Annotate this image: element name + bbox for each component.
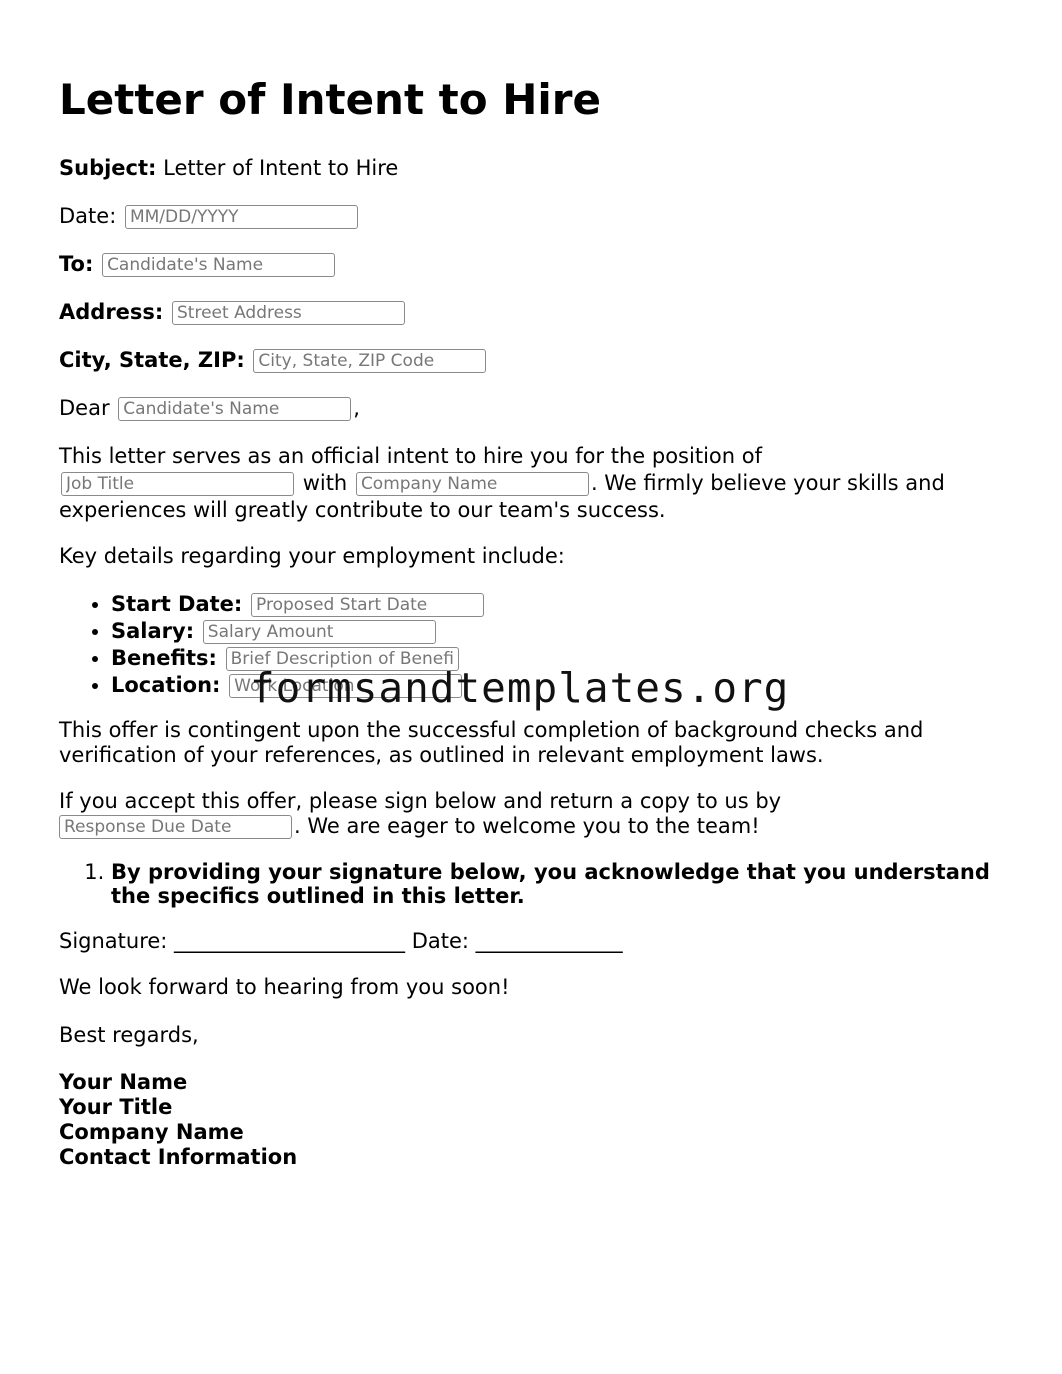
benefits-field[interactable]: [226, 647, 459, 671]
start-date-field[interactable]: [251, 593, 484, 617]
closing-your-name: Your Name: [59, 1070, 188, 1094]
look-forward-text: We look forward to hearing from you soon!: [59, 975, 510, 999]
signature-line: Signature: ______________________ Date: ______________: [59, 929, 623, 953]
salary-label: Salary:: [111, 619, 195, 643]
subject-label: Subject:: [59, 156, 157, 180]
to-label: To:: [59, 252, 94, 276]
list-item: [111, 860, 999, 908]
closing-block: [59, 1070, 999, 1170]
date-field[interactable]: [125, 205, 358, 229]
subject-line: [59, 155, 999, 181]
intro-text-3: . We firmly believe your skills and experiences will greatly contribute to our team's success.: [59, 471, 945, 522]
start-date-label: Start Date:: [111, 592, 243, 616]
salutation-comma: ,: [353, 396, 360, 420]
response-due-date-field[interactable]: [59, 815, 292, 839]
date-label: Date:: [59, 204, 117, 228]
candidate-name-field[interactable]: [102, 253, 335, 277]
company-name-field[interactable]: [356, 472, 589, 496]
contingency-paragraph: This offer is contingent upon the successful completion of background checks and verification of your references, as outlined in relevant employment laws.: [59, 718, 924, 767]
subject-value: Letter of Intent to Hire: [163, 156, 399, 180]
list-item: [111, 645, 999, 672]
watermark: formsandtemplates.org: [250, 664, 790, 712]
closing-company-name: Company Name: [59, 1120, 244, 1144]
accept-paragraph: [59, 789, 999, 839]
salutation-line: [59, 395, 999, 421]
to-line: [59, 251, 999, 277]
dear-label: Dear: [59, 396, 110, 420]
location-label: Location:: [111, 673, 221, 697]
job-title-field[interactable]: [61, 472, 294, 496]
street-address-field[interactable]: [172, 301, 405, 325]
location-field[interactable]: [229, 674, 462, 698]
salutation-name-field[interactable]: [118, 397, 351, 421]
address-label: Address:: [59, 300, 164, 324]
date-line: [59, 203, 999, 229]
city-state-zip-field[interactable]: [253, 349, 486, 373]
city-line: [59, 347, 999, 373]
page-title: Letter of Intent to Hire: [59, 75, 601, 124]
list-item: [111, 672, 999, 699]
acknowledgement-list: [59, 860, 999, 908]
list-item: [111, 591, 999, 618]
accept-text-2: . We are eager to welcome you to the team!: [294, 814, 760, 838]
acknowledgement-text: By providing your signature below, you acknowledge that you understand the specifics outlined in this letter.: [111, 860, 990, 908]
intro-paragraph: [59, 443, 999, 524]
salary-field[interactable]: [203, 620, 436, 644]
intro-text-2: with: [302, 471, 348, 495]
closing-contact-info: Contact Information: [59, 1145, 298, 1169]
benefits-label: Benefits:: [111, 646, 217, 670]
address-line: [59, 299, 999, 325]
closing-your-title: Your Title: [59, 1095, 173, 1119]
city-label: City, State, ZIP:: [59, 348, 245, 372]
employment-details-list: [59, 591, 999, 699]
accept-text-1: If you accept this offer, please sign below and return a copy to us by: [59, 789, 782, 813]
regards-text: Best regards,: [59, 1023, 199, 1047]
letter-document: [59, 72, 999, 1170]
intro-text-1: This letter serves as an official intent to hire you for the position of: [59, 444, 762, 468]
list-item: [111, 618, 999, 645]
key-details-intro: Key details regarding your employment include:: [59, 544, 565, 568]
